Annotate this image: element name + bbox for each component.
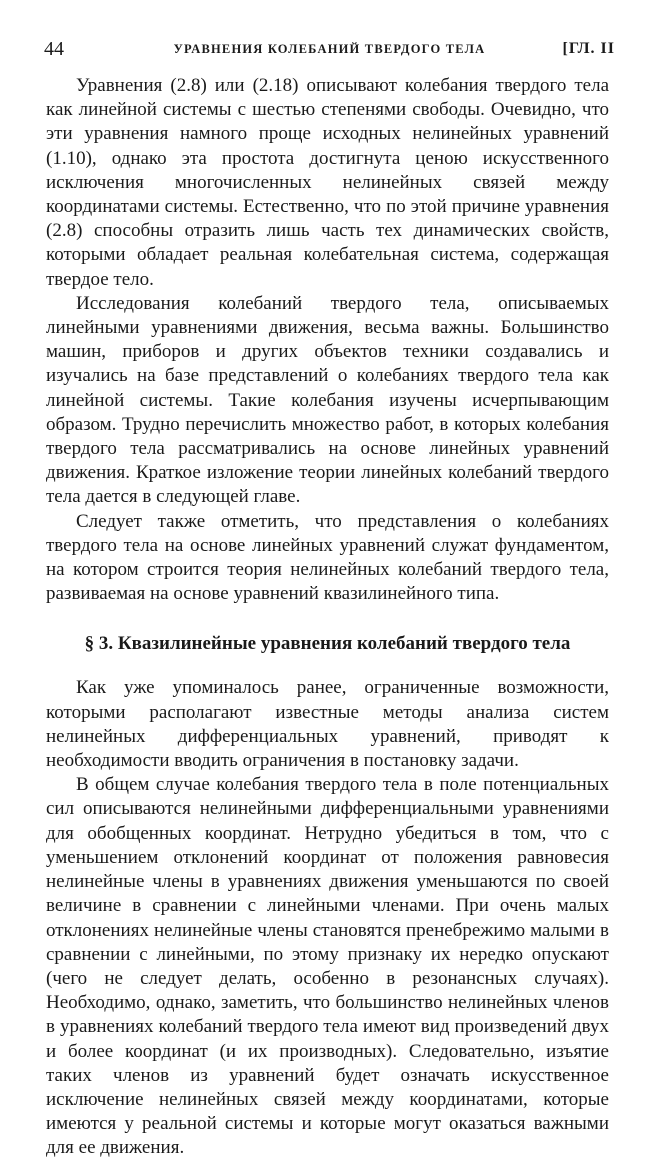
paragraph: В общем случае колебания твердого тела в поле потенциальных сил описываются нелинейными дифференциальными уравнениями для обобщенных координат. Нетрудно убедиться в том, что с уменьшением отклонений координат от положения равновесия нелинейные члены в уравнениях движения уменьшаются по своей величине в сравнении с линейными членами. При очень малых отклонениях нелинейные члены становятся пренебрежимо малыми в сравнении с линейными, по этому признаку их нередко опускают (чего не следует делать, особенно в резонансных случаях). Необходимо, однако, заметить, что большинство нелинейных членов в уравнениях колебаний твердого тела имеют вид произведений двух и более координат (и их производных). Следовательно, изъятие таких членов из уравнений будет означать искусственное исключение нелинейных связей между координатами, которые имеются у реальной системы и которые могут оказаться важными для ее движения. xyxy=(46,774,609,1159)
chapter-marker: [ГЛ. II xyxy=(562,40,615,57)
paragraph: Исследования колебаний твердого тела, описываемых линейными уравнениями движения, весьма важны. Большинство машин, приборов и других объектов техники создавались и изучались на базе представлений о колебаниях твердого тела как линейной системы. Такие колебания изучены исчерпывающим образом. Трудно перечислить множество работ, в которых колебания твердого тела рассматривались на основе линейных уравнений движения. Краткое изложение теории линейных колебаний твердого тела дается в следующей главе. xyxy=(46,292,609,508)
paragraph: Уравнения (2.8) или (2.18) описывают колебания твердого тела как линейной системы с шестью степенями свободы. Очевидно, что эти уравнения намного проще исходных нелинейных уравнений (1.10), однако эта простота достигнута ценою искусственного исключения многочисленных нелинейных связей между координатами системы. Естественно, что по этой причине уравнения (2.8) способны отразить лишь часть тех динамических свойств, которыми обладает реальная колебательная система, содержащая твердое тело. xyxy=(46,75,609,290)
section-heading: § 3. Квазилинейные уравнения колебаний твердого тела xyxy=(84,633,571,655)
paragraph: Следует также отметить, что представления о колебаниях твердого тела на основе линейных уравнений служат фундаментом, на котором строится теория нелинейных колебаний твердого тела, развиваемая на основе уравнений квазилинейного типа. xyxy=(46,510,609,605)
paragraph: Как уже упоминалось ранее, ограниченные возможности, которыми располагают известные методы анализа систем нелинейных дифференциальных уравнений, приводят к необходимости вводить ограничения в постановку задачи. xyxy=(46,677,609,772)
running-header xyxy=(44,38,615,62)
page-body xyxy=(46,74,609,1161)
page-number: 44 xyxy=(44,38,64,60)
running-title: УРАВНЕНИЯ КОЛЕБАНИЙ ТВЕРДОГО ТЕЛА xyxy=(173,42,486,56)
